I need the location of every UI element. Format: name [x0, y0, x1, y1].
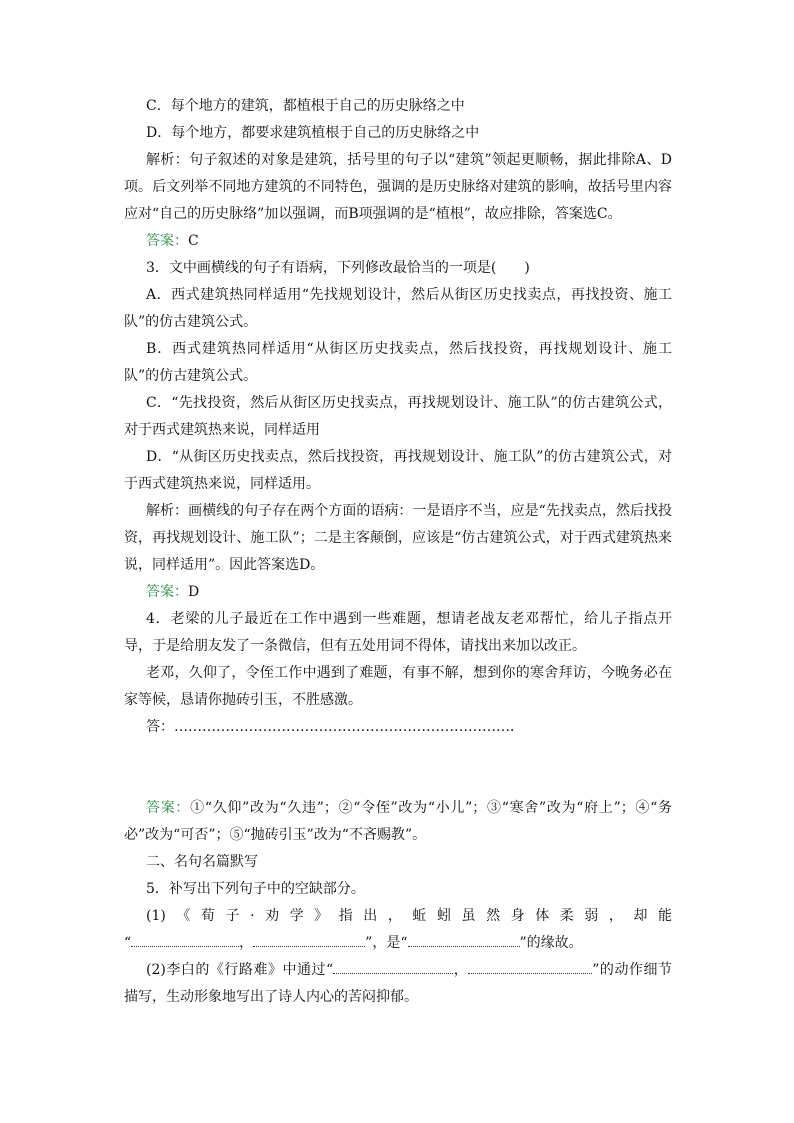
question-4: 4．老梁的儿子最近在工作中遇到一些难题，想请老战友老邓帮忙，给儿子指点开导，于是给朋友发了一条微信，但有五处用词不得体，请找出来加以改正。 — [124, 611, 672, 654]
answer-label: 答案： — [146, 584, 188, 600]
question-5-1-line2: “ ， ”，是“ ”的缘故。 — [124, 930, 672, 957]
option-c-q2: C．每个地方的建筑，都植根于自己的历史脉络之中 — [146, 98, 465, 114]
fill-blank[interactable] — [333, 957, 453, 974]
answer-q2 — [124, 228, 672, 255]
fill-blank[interactable] — [253, 930, 365, 947]
fill-blank[interactable] — [468, 957, 592, 974]
answer-label: 答案： — [146, 800, 191, 816]
question-3: 3．文中画横线的句子有语病，下列修改最恰当的一项是( ) — [146, 260, 530, 276]
explanation-q2: 解析：句子叙述的对象是建筑，括号里的句子以“建筑”领起更顺畅，据此排除A、D项。后文列举不同地方建筑的不同特色，强调的是历史脉络对建筑的影响，故括号里内容应对“自己的历史脉络”加以强调，而B项强调的是“植根”，故应排除，答案选C。 — [124, 152, 672, 222]
question-5-1-line1: (1)《荀子·劝学》指出，蚯蚓虽然身体柔弱，却能 — [146, 908, 672, 924]
answer-q3 — [124, 579, 672, 606]
section-heading: 二、名句名篇默写 — [146, 854, 258, 870]
option-a-q3: A．西式建筑热同样适用“先找规划设计，然后从街区历史找卖点，再找投资、施工队”的仿古建筑公式。 — [124, 287, 672, 330]
explanation-q3: 解析：画横线的句子存在两个方面的语病：一是语序不当，应是“先找卖点，然后找投资，再找规划设计、施工队”；二是主客颠倒，应该是“仿古建筑公式，对于西式建筑热来说，同样适用”。因此答案选D。 — [124, 503, 672, 573]
wechat-message: 老邓，久仰了，令侄工作中遇到了难题，有事不解，想到你的寒舍拜访，今晚务必在家等候，恳请你抛砖引玉，不胜感激。 — [124, 665, 672, 708]
question-5: 5．补写出下列句子中的空缺部分。 — [146, 881, 365, 897]
option-d-q3: D．“从街区历史找卖点，然后找投资，再找规划设计、施工队”的仿古建筑公式，对于西式建筑热来说，同样适用。 — [124, 449, 672, 492]
answer-value: D — [188, 584, 200, 600]
document-body — [124, 93, 672, 1011]
answer-label: 答案： — [146, 233, 188, 249]
option-c-q3: C．“先找投资，然后从街区历史找卖点，再找规划设计、施工队”的仿古建筑公式，对于西式建筑热来说，同样适用 — [124, 395, 672, 438]
question-5-2: (2)李白的《行路难》中通过“ ， ”的动作细节描写，生动形象地写出了诗人内心的苦闷抑郁。 — [124, 957, 672, 1011]
answer-space — [124, 741, 672, 795]
option-d-q2: D．每个地方，都要求建筑植根于自己的历史脉络之中 — [146, 125, 480, 141]
answer-line-q4: 答：………………………………………………………………． — [146, 719, 524, 735]
answer-value: C — [188, 233, 199, 249]
answer-value: ①“久仰”改为“久违”；②“令侄”改为“小儿”；③“寒舍”改为“府上”；④“务必”改为“可否”；⑤“抛砖引玉”改为“不吝赐教”。 — [124, 800, 673, 843]
answer-q4 — [124, 795, 672, 849]
fill-blank[interactable] — [408, 930, 520, 947]
fill-blank[interactable] — [131, 930, 239, 947]
option-b-q3: B．西式建筑热同样适用“从街区历史找卖点，然后找投资，再找规划设计、施工队”的仿古建筑公式。 — [124, 341, 672, 384]
